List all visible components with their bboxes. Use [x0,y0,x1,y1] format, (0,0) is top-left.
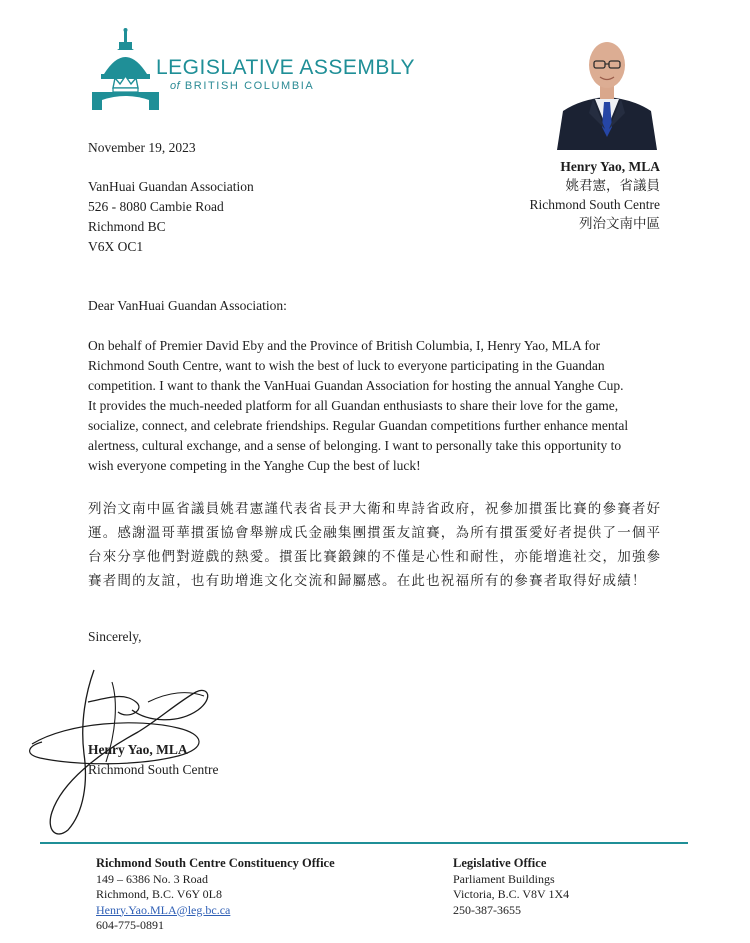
body-line-zh: 台來分享他們對遊戲的熱愛。摜蛋比賽鍛鍊的不僅是心性和耐性，亦能增進社交，加強參 [88,549,662,564]
constituency-office-heading: Richmond South Centre Constituency Office [96,856,335,870]
recipient-line: VanHuai Guandan Association [88,179,254,194]
body-paragraph-english [88,336,678,476]
body-line-zh: 運。感謝溫哥華摜蛋協會舉辦成氏金融集團摜蛋友誼賽，為所有摜蛋愛好者提供了一個平 [88,525,662,540]
body-line: Richmond South Centre, want to wish the best of luck to everyone participating in the Guandan [88,358,605,373]
constituency-phone: 604-775-0891 [96,918,164,932]
signature-riding: Richmond South Centre [88,762,219,777]
mla-portrait-photo [553,29,661,150]
mla-name-chinese: 姚君憲，省議員 [565,178,660,193]
body-line: competition. I want to thank the VanHuai Guandan Association for hosting the annual Yanghe Cup. [88,378,624,393]
legislative-phone: 250-387-3655 [453,902,521,917]
salutation: Dear VanHuai Guandan Association: [88,298,287,313]
mla-header-block [530,157,661,233]
mla-name: Henry Yao, MLA [560,159,660,174]
legislative-office-heading: Legislative Office [453,856,547,870]
legislative-address-line: Parliament Buildings [453,871,555,886]
mla-riding-chinese: 列治文南中區 [579,216,660,231]
body-line: wish everyone competing in the Yanghe Cup the best of luck! [88,458,421,473]
constituency-email-link[interactable]: Henry.Yao.MLA@leg.bc.ca [96,902,231,917]
body-line-zh: 列治文南中區省議員姚君憲謹代表省長尹大衛和卑詩省政府，祝參加摜蛋比賽的參賽者好 [88,501,662,516]
footer-divider [40,842,688,844]
body-line: alertness, cultural exchange, and a sense of belonging. I want to personally take this opportunity to [88,438,622,453]
footer-constituency-office [96,856,335,934]
body-line: It provides the much-needed platform for all Guandan enthusiasts to share their love for the game, [88,398,619,413]
footer-legislative-office [453,856,569,918]
body-paragraph-chinese [88,497,661,593]
mla-riding: Richmond South Centre [529,197,660,212]
organization-subtitle-province: BRITISH COLUMBIA [184,80,315,92]
organization-name: LEGISLATIVE ASSEMBLY [156,56,415,79]
recipient-line: Richmond BC [88,219,166,234]
signature-name: Henry Yao, MLA [88,742,188,757]
body-line-zh: 賽者間的友誼，也有助增進文化交流和歸屬感。在此也祝福所有的參賽者取得好成績！ [88,573,647,588]
recipient-line: V6X OC1 [88,239,144,254]
constituency-address-line: 149 – 6386 No. 3 Road [96,871,208,886]
recipient-address [88,177,254,257]
body-line: socialize, connect, and celebrate friendships. Regular Guandan competitions further enhance mental [88,418,629,433]
legislative-address-line: Victoria, B.C. V8V 1X4 [453,887,570,901]
letter-date: November 19, 2023 [88,140,196,155]
organization-subtitle [170,80,314,92]
recipient-line: 526 - 8080 Cambie Road [88,199,224,214]
constituency-address-line: Richmond, B.C. V6Y 0L8 [96,887,223,901]
closing: Sincerely, [88,629,142,644]
organization-subtitle-of: of [170,80,181,92]
body-line: On behalf of Premier David Eby and the Province of British Columbia, I, Henry Yao, MLA for [88,338,601,353]
